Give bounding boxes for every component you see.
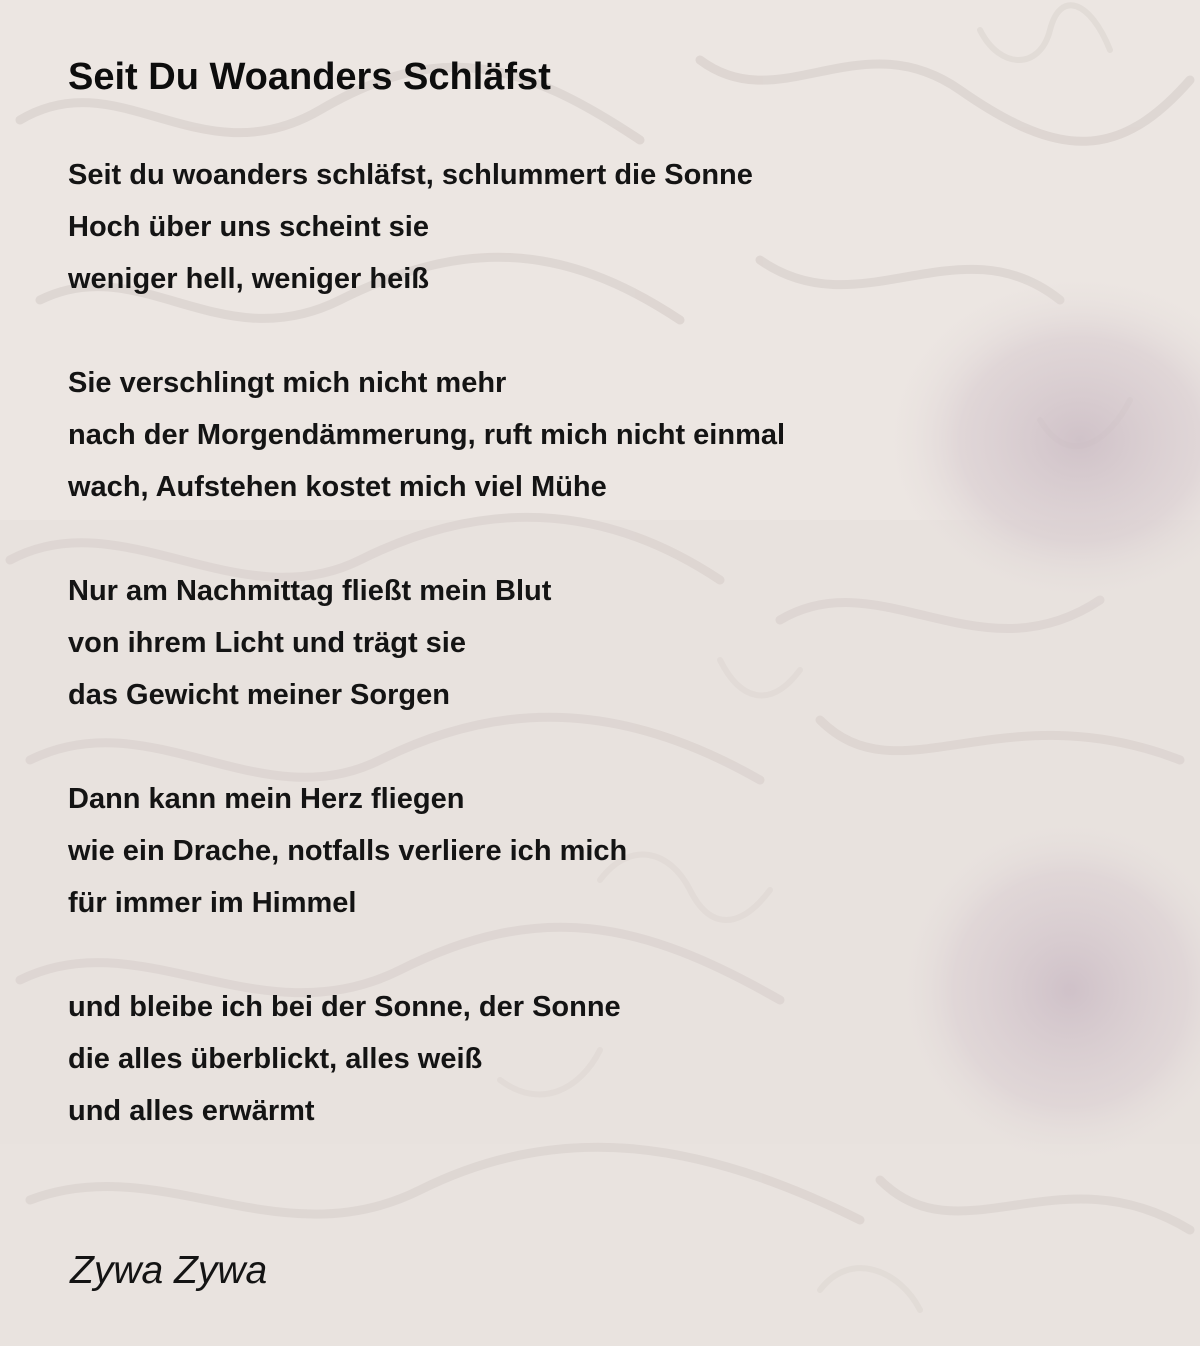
poem-line: die alles überblickt, alles weiß [68, 1043, 483, 1075]
poem-line: Hoch über uns scheint sie [68, 211, 429, 243]
poem-line: und alles erwärmt [68, 1095, 315, 1127]
stanza-4 [68, 773, 1068, 929]
poem-line: das Gewicht meiner Sorgen [68, 679, 450, 711]
poem-line: für immer im Himmel [68, 887, 357, 919]
poem-line: und bleibe ich bei der Sonne, der Sonne [68, 991, 621, 1023]
stanza-3 [68, 565, 1068, 721]
poem-body [68, 149, 1068, 1189]
stanza-2 [68, 357, 1068, 513]
poem-line: von ihrem Licht und trägt sie [68, 627, 466, 659]
poem-line: wie ein Drache, notfalls verliere ich mich [68, 835, 628, 867]
poem-author: Zywa Zywa [70, 1249, 268, 1292]
poem-line: Seit du woanders schläfst, schlummert die Sonne [68, 159, 753, 191]
poem-line: weniger hell, weniger heiß [68, 263, 429, 295]
poem-line: wach, Aufstehen kostet mich viel Mühe [68, 471, 607, 503]
poem-line: Sie verschlingt mich nicht mehr [68, 367, 507, 399]
poem-line: nach der Morgendämmerung, ruft mich nicht einmal [68, 419, 786, 451]
poem-line: Dann kann mein Herz fliegen [68, 783, 465, 815]
stanza-5 [68, 981, 1068, 1137]
poem-line: Nur am Nachmittag fließt mein Blut [68, 575, 552, 607]
stanza-1 [68, 149, 1068, 305]
poem-title: Seit Du Woanders Schläfst [68, 56, 551, 98]
